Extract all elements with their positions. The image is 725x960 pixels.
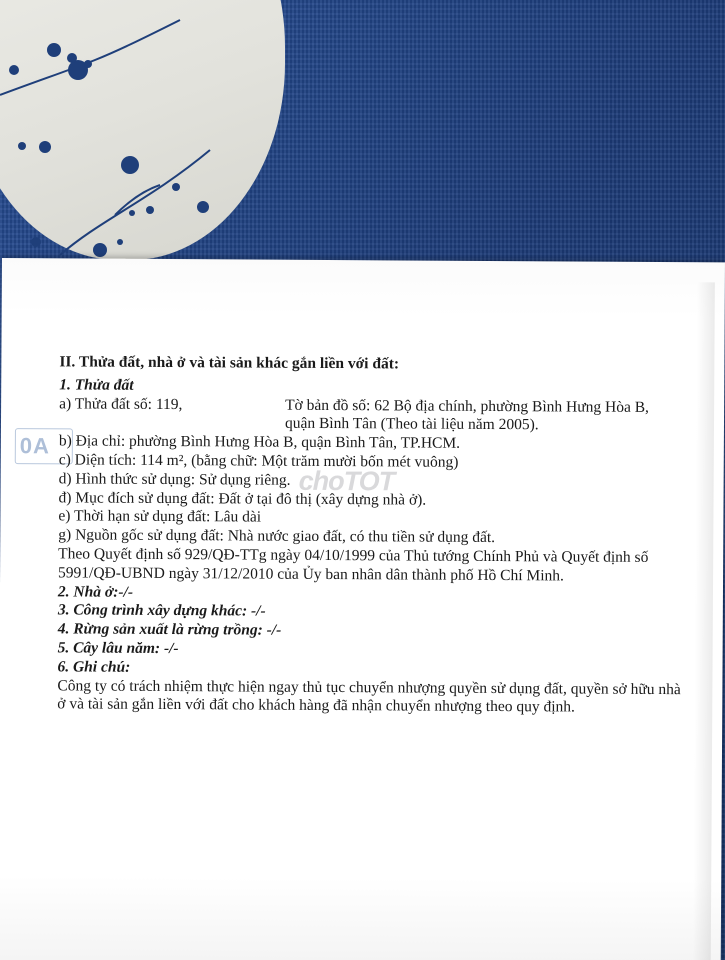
land-title: 1. Thửa đất xyxy=(59,376,134,394)
document-page xyxy=(0,258,725,960)
decision-line-2: 5991/QĐ-UBND ngày 31/12/2010 của Ủy ban nhân dân thành phố Hồ Chí Minh. xyxy=(58,564,564,585)
other-works-item: 3. Công trình xây dựng khác: -/- xyxy=(57,601,266,620)
land-address: b) Địa chỉ: phường Bình Hưng Hòa B, quận Bình Tân, TP.HCM. xyxy=(58,432,461,452)
decision-line-1: Theo Quyết định số 929/QĐ-TTg ngày 04/10/1999 của Thủ tướng Chính Phủ và Quyết định số xyxy=(58,545,649,566)
usage-purpose: đ) Mục đích sử dụng đất: Đất ở tại đô thị (xây dựng nhà ở). xyxy=(58,488,427,509)
faded-stamp: 0A xyxy=(15,428,73,464)
perennial-trees-item: 5. Cây lâu năm: -/- xyxy=(57,639,179,658)
notes-title: 6. Ghi chú: xyxy=(57,658,131,676)
notes-line-1: Công ty có trách nhiệm thực hiện ngay thủ tục chuyển nhượng quyền sử dụng đất, quyền sở hữu nhà xyxy=(57,676,681,698)
usage-term: e) Thời hạn sử dụng đất: Lâu dài xyxy=(58,507,262,526)
land-area: c) Diện tích: 114 m², (bằng chữ: Một trăm mười bốn mét vuông) xyxy=(58,451,459,471)
parcel-row xyxy=(59,395,709,418)
usage-form: d) Hình thức sử dụng: Sử dụng riêng. xyxy=(58,470,291,489)
document-body xyxy=(57,353,709,718)
production-forest-item: 4. Rừng sản xuất là rừng trồng: -/- xyxy=(57,620,282,639)
blossom-branch-pattern xyxy=(0,0,300,265)
map-sheet-continued: quận Bình Tân (Theo tài liệu năm 2005). xyxy=(284,415,539,434)
watermark: choTOT xyxy=(298,465,395,497)
map-sheet: Tờ bản đồ số: 62 Bộ địa chính, phường Bình Hưng Hòa B, xyxy=(285,396,649,416)
house-item: 2. Nhà ở:-/- xyxy=(57,582,134,601)
section-title: II. Thửa đất, nhà ở và tài sản khác gắn liền với đất: xyxy=(59,353,400,373)
land-origin: g) Nguồn gốc sử dụng đất: Nhà nước giao đất, có thu tiền sử dụng đất. xyxy=(58,526,496,547)
notes-line-2: ở và tài sản gắn liền với đất cho khách hàng đã nhận chuyển nhượng theo quy định. xyxy=(57,695,575,716)
parcel-number: a) Thửa đất số: 119, xyxy=(59,394,183,413)
